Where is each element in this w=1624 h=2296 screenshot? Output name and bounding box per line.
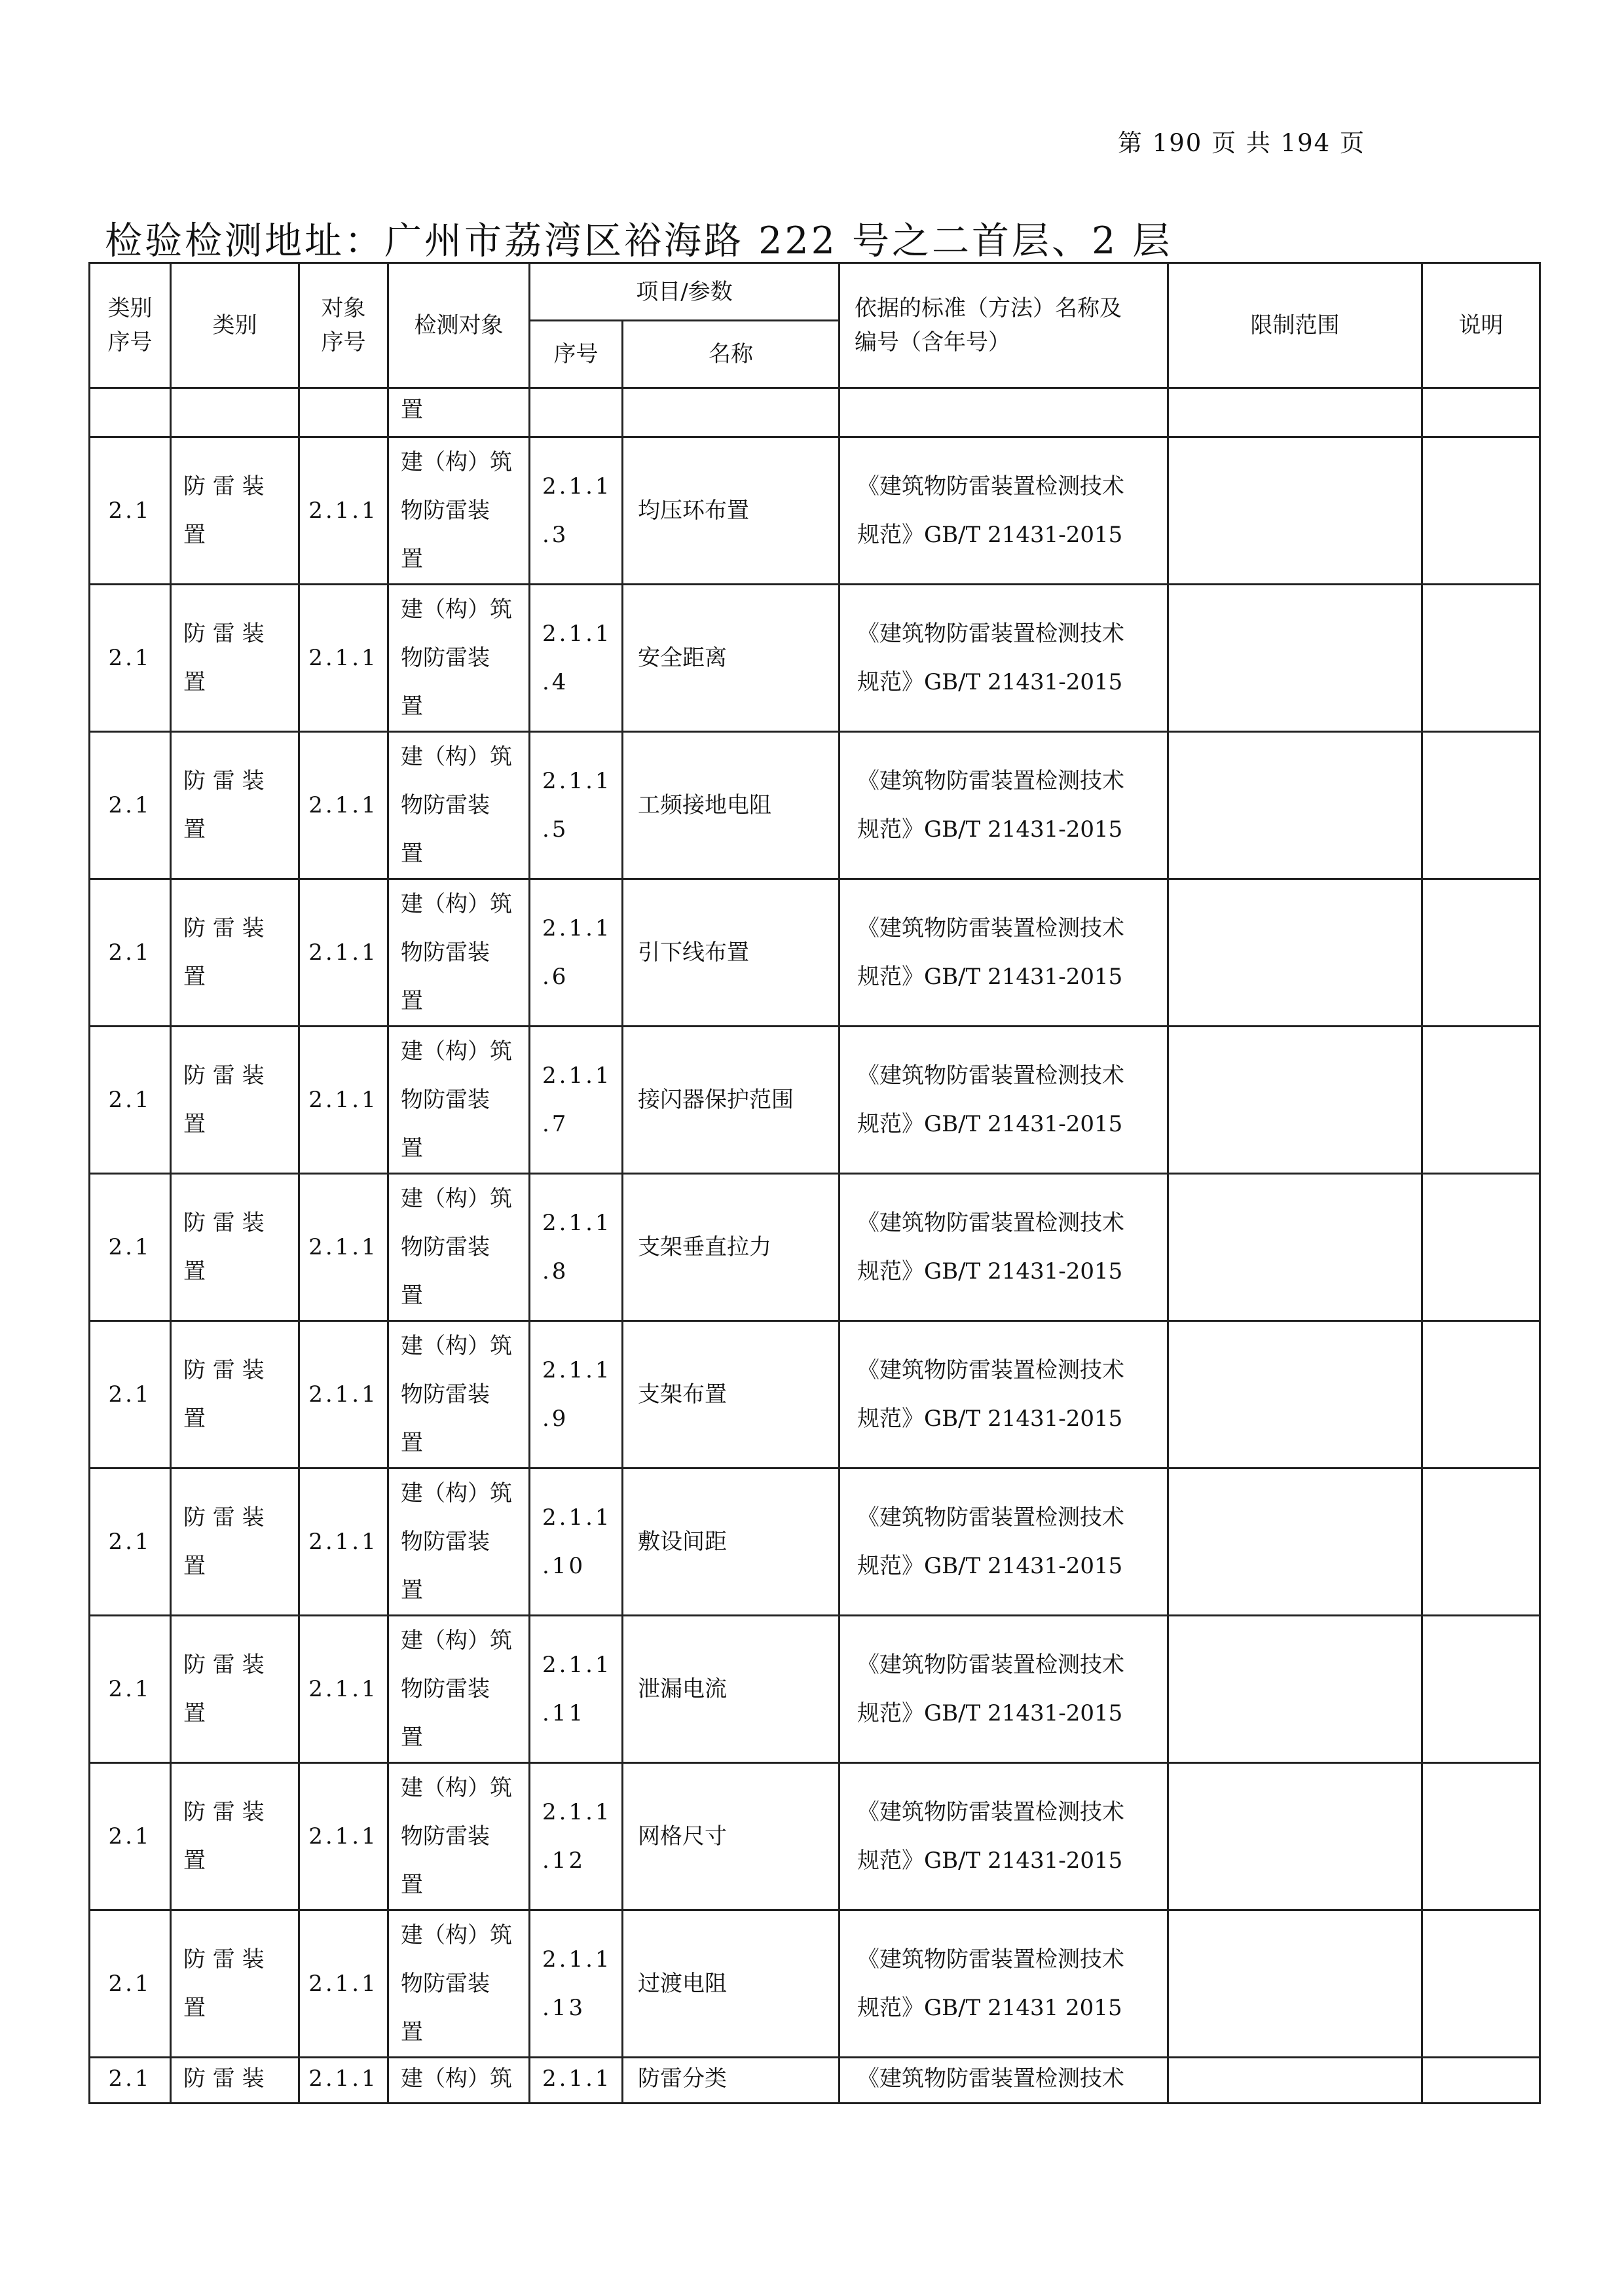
note-cell bbox=[1422, 437, 1540, 585]
category-line-1: 防 雷 装 bbox=[183, 1357, 265, 1383]
object-line-1: 建（构）筑 bbox=[401, 449, 512, 475]
category-line-1: 防 雷 装 bbox=[183, 473, 265, 500]
item-seq-line-1: 2.1.1 bbox=[542, 621, 612, 647]
category-line-2: 置 bbox=[183, 669, 206, 695]
object-line-1: 建（构）筑 bbox=[401, 1922, 512, 1948]
category-seq-cell: 2.1 bbox=[90, 2058, 171, 2104]
item-seq-line-2: .6 bbox=[542, 964, 569, 990]
table-row bbox=[90, 437, 1540, 585]
cell-empty bbox=[90, 388, 171, 437]
table-row bbox=[90, 1027, 1540, 1174]
object-line-1: 建（构）筑 bbox=[401, 744, 512, 770]
item-seq-line-1: 2.1.1 bbox=[542, 1946, 612, 1973]
header-category: 类别 bbox=[171, 263, 299, 388]
item-seq-line-1: 2.1.1 bbox=[530, 2058, 623, 2104]
limit-cell bbox=[1168, 2058, 1422, 2104]
standard-line-1: 《建筑物防雷装置检测技术 bbox=[857, 1357, 1124, 1383]
object-seq-cell: 2.1.1 bbox=[299, 1616, 388, 1763]
header-object-seq: 对象 序号 bbox=[299, 263, 388, 388]
note-cell bbox=[1422, 1763, 1540, 1910]
header-standard: 依据的标准（方法）名称及 编号（含年号） bbox=[840, 263, 1168, 388]
item-name-cell: 工频接地电阻 bbox=[623, 732, 840, 879]
category-seq-cell: 2.1 bbox=[90, 585, 171, 732]
table-row bbox=[90, 732, 1540, 879]
category-line-2: 置 bbox=[183, 1258, 206, 1285]
object-line-3: 置 bbox=[401, 693, 423, 720]
object-line-3: 置 bbox=[401, 1430, 423, 1456]
standard-line-1: 《建筑物防雷装置检测技术 bbox=[857, 915, 1124, 941]
cell-empty bbox=[299, 388, 388, 437]
header-item-seq: 序号 bbox=[530, 321, 623, 388]
category-line-1: 防 雷 装 bbox=[183, 621, 265, 647]
standard-line-2: 规范》GB/T 21431-2015 bbox=[857, 816, 1123, 843]
object-seq-cell: 2.1.1 bbox=[299, 1910, 388, 2058]
header-item-name: 名称 bbox=[623, 321, 840, 388]
limit-cell bbox=[1168, 1174, 1422, 1321]
item-seq-line-1: 2.1.1 bbox=[542, 1063, 612, 1089]
item-seq-line-1: 2.1.1 bbox=[542, 1652, 612, 1678]
object-seq-cell: 2.1.1 bbox=[299, 1468, 388, 1616]
testing-scope-table bbox=[88, 262, 1541, 2104]
category-line-1: 防 雷 装 bbox=[183, 1946, 265, 1973]
table-row-partial bbox=[90, 2058, 1540, 2104]
standard-line-1: 《建筑物防雷装置检测技术 bbox=[857, 1063, 1124, 1089]
item-seq-line-2: .9 bbox=[542, 1406, 569, 1432]
object-line-3: 置 bbox=[401, 1283, 423, 1309]
object-line-2: 物防雷装 bbox=[401, 1971, 490, 1997]
testing-address: 检验检测地址：广州市荔湾区裕海路 222 号之二首层、2 层 bbox=[105, 219, 1173, 263]
category-seq-cell: 2.1 bbox=[90, 437, 171, 585]
cell-empty bbox=[530, 388, 623, 437]
object-line-1: 建（构）筑 bbox=[401, 1333, 512, 1359]
object-line-1: 建（构）筑 bbox=[401, 891, 512, 917]
category-line-2: 置 bbox=[183, 522, 206, 548]
limit-cell bbox=[1168, 1616, 1422, 1763]
header-note: 说明 bbox=[1422, 263, 1540, 388]
limit-cell bbox=[1168, 1468, 1422, 1616]
limit-cell bbox=[1168, 437, 1422, 585]
object-line-2: 物防雷装 bbox=[401, 1676, 490, 1702]
cell-empty bbox=[171, 388, 299, 437]
item-name-cell: 安全距离 bbox=[623, 585, 840, 732]
table-row bbox=[90, 879, 1540, 1027]
header-category-seq: 类别 序号 bbox=[90, 263, 171, 388]
cell-empty bbox=[1168, 388, 1422, 437]
standard-line-1: 《建筑物防雷装置检测技术 bbox=[857, 1799, 1124, 1825]
category-line-2: 置 bbox=[183, 964, 206, 990]
object-line-3: 置 bbox=[401, 2019, 423, 2045]
item-name-cell: 支架垂直拉力 bbox=[623, 1174, 840, 1321]
table-row bbox=[90, 585, 1540, 732]
object-line-1: 建（构）筑 bbox=[401, 1480, 512, 1506]
category-seq-cell: 2.1 bbox=[90, 1910, 171, 2058]
item-name-cell: 过渡电阻 bbox=[623, 1910, 840, 2058]
category-line-2: 置 bbox=[183, 816, 206, 843]
item-seq-line-1: 2.1.1 bbox=[542, 1210, 612, 1236]
category-seq-cell: 2.1 bbox=[90, 1763, 171, 1910]
category-line-2: 置 bbox=[183, 1848, 206, 1874]
object-seq-cell: 2.1.1 bbox=[299, 1321, 388, 1468]
object-line-3: 置 bbox=[401, 841, 423, 867]
limit-cell bbox=[1168, 732, 1422, 879]
table-header-row bbox=[90, 263, 1540, 321]
cell-empty bbox=[1422, 388, 1540, 437]
standard-line-1: 《建筑物防雷装置检测技术 bbox=[857, 621, 1124, 647]
category-seq-cell: 2.1 bbox=[90, 1321, 171, 1468]
item-name-cell: 引下线布置 bbox=[623, 879, 840, 1027]
cell-empty bbox=[840, 388, 1168, 437]
item-seq-line-2: .12 bbox=[542, 1848, 586, 1874]
continued-row bbox=[90, 388, 1540, 437]
object-line-2: 物防雷装 bbox=[401, 1529, 490, 1555]
standard-line-2: 规范》GB/T 21431-2015 bbox=[857, 1258, 1123, 1285]
page-number: 第 190 页 共 194 页 bbox=[1117, 129, 1365, 157]
standard-line-2: 规范》GB/T 21431-2015 bbox=[857, 1553, 1123, 1579]
category-line-2: 置 bbox=[183, 1700, 206, 1726]
object-line-1: 建（构）筑 bbox=[401, 1186, 512, 1212]
standard-line-1: 《建筑物防雷装置检测技术 bbox=[857, 1210, 1124, 1236]
standard-line-1: 《建筑物防雷装置检测技术 bbox=[840, 2058, 1168, 2104]
item-seq-line-2: .8 bbox=[542, 1258, 569, 1285]
item-seq-line-2: .4 bbox=[542, 669, 569, 695]
standard-line-1: 《建筑物防雷装置检测技术 bbox=[857, 768, 1124, 794]
limit-cell bbox=[1168, 585, 1422, 732]
standard-line-1: 《建筑物防雷装置检测技术 bbox=[857, 473, 1124, 500]
item-seq-line-2: .11 bbox=[542, 1700, 586, 1726]
object-line-1: 建（构）筑 bbox=[388, 2058, 530, 2104]
object-line-2: 物防雷装 bbox=[401, 498, 490, 524]
category-seq-cell: 2.1 bbox=[90, 879, 171, 1027]
item-name-cell: 泄漏电流 bbox=[623, 1616, 840, 1763]
table-row bbox=[90, 1321, 1540, 1468]
note-cell bbox=[1422, 1174, 1540, 1321]
object-line-2: 物防雷装 bbox=[401, 792, 490, 818]
object-line-3: 置 bbox=[401, 1724, 423, 1751]
category-line-2: 置 bbox=[183, 1553, 206, 1579]
object-line-3: 置 bbox=[401, 1135, 423, 1161]
object-seq-cell: 2.1.1 bbox=[299, 732, 388, 879]
note-cell bbox=[1422, 1910, 1540, 2058]
note-cell bbox=[1422, 585, 1540, 732]
standard-line-1: 《建筑物防雷装置检测技术 bbox=[857, 1652, 1124, 1678]
limit-cell bbox=[1168, 1321, 1422, 1468]
category-line-2: 置 bbox=[183, 1111, 206, 1137]
item-name-cell: 接闪器保护范围 bbox=[623, 1027, 840, 1174]
item-name-cell: 防雷分类 bbox=[623, 2058, 840, 2104]
object-line-1: 建（构）筑 bbox=[401, 1775, 512, 1801]
table-row bbox=[90, 1763, 1540, 1910]
standard-line-1: 《建筑物防雷装置检测技术 bbox=[857, 1946, 1124, 1973]
category-seq-cell: 2.1 bbox=[90, 1616, 171, 1763]
object-line-3: 置 bbox=[401, 546, 423, 572]
limit-cell bbox=[1168, 1027, 1422, 1174]
standard-line-2: 规范》GB/T 21431-2015 bbox=[857, 1700, 1123, 1726]
note-cell bbox=[1422, 879, 1540, 1027]
note-cell bbox=[1422, 1616, 1540, 1763]
category-line-1: 防 雷 装 bbox=[171, 2058, 299, 2104]
object-line-3: 置 bbox=[401, 988, 423, 1014]
object-line-3: 置 bbox=[401, 1872, 423, 1898]
standard-line-1: 《建筑物防雷装置检测技术 bbox=[857, 1504, 1124, 1531]
cell-empty bbox=[623, 388, 840, 437]
category-line-1: 防 雷 装 bbox=[183, 1799, 265, 1825]
standard-line-2: 规范》GB/T 21431-2015 bbox=[857, 669, 1123, 695]
object-seq-cell: 2.1.1 bbox=[299, 879, 388, 1027]
standard-line-2: 规范》GB/T 21431-2015 bbox=[857, 522, 1123, 548]
category-line-1: 防 雷 装 bbox=[183, 768, 265, 794]
category-line-1: 防 雷 装 bbox=[183, 1504, 265, 1531]
object-seq-cell: 2.1.1 bbox=[299, 1174, 388, 1321]
item-name-cell: 支架布置 bbox=[623, 1321, 840, 1468]
note-cell bbox=[1422, 2058, 1540, 2104]
category-seq-cell: 2.1 bbox=[90, 732, 171, 879]
object-seq-cell: 2.1.1 bbox=[299, 437, 388, 585]
item-seq-line-2: .5 bbox=[542, 816, 569, 843]
continued-object-cell: 置 bbox=[388, 388, 530, 437]
category-seq-cell: 2.1 bbox=[90, 1468, 171, 1616]
item-seq-line-1: 2.1.1 bbox=[542, 1357, 612, 1383]
category-line-1: 防 雷 装 bbox=[183, 1210, 265, 1236]
object-line-2: 物防雷装 bbox=[401, 1381, 490, 1408]
item-name-cell: 敷设间距 bbox=[623, 1468, 840, 1616]
note-cell bbox=[1422, 1321, 1540, 1468]
standard-line-2: 规范》GB/T 21431-2015 bbox=[857, 1848, 1123, 1874]
object-seq-cell: 2.1.1 bbox=[299, 2058, 388, 2104]
header-limit: 限制范围 bbox=[1168, 263, 1422, 388]
object-line-3: 置 bbox=[401, 1577, 423, 1603]
category-line-1: 防 雷 装 bbox=[183, 915, 265, 941]
object-line-1: 建（构）筑 bbox=[401, 596, 512, 623]
object-line-2: 物防雷装 bbox=[401, 1087, 490, 1113]
category-line-2: 置 bbox=[183, 1406, 206, 1432]
item-name-cell: 均压环布置 bbox=[623, 437, 840, 585]
item-seq-line-1: 2.1.1 bbox=[542, 768, 612, 794]
table-row bbox=[90, 1616, 1540, 1763]
object-line-2: 物防雷装 bbox=[401, 939, 490, 966]
standard-line-2: 规范》GB/T 21431-2015 bbox=[857, 964, 1123, 990]
item-name-cell: 网格尺寸 bbox=[623, 1763, 840, 1910]
item-seq-line-1: 2.1.1 bbox=[542, 1799, 612, 1825]
limit-cell bbox=[1168, 1763, 1422, 1910]
standard-line-2: 规范》GB/T 21431 2015 bbox=[857, 1995, 1122, 2021]
category-seq-cell: 2.1 bbox=[90, 1027, 171, 1174]
item-seq-line-2: .13 bbox=[542, 1995, 586, 2021]
table-row bbox=[90, 1468, 1540, 1616]
limit-cell bbox=[1168, 1910, 1422, 2058]
object-line-2: 物防雷装 bbox=[401, 1823, 490, 1850]
table-row bbox=[90, 1174, 1540, 1321]
item-seq-line-2: .7 bbox=[542, 1111, 569, 1137]
object-seq-cell: 2.1.1 bbox=[299, 585, 388, 732]
category-line-1: 防 雷 装 bbox=[183, 1652, 265, 1678]
category-line-2: 置 bbox=[183, 1995, 206, 2021]
limit-cell bbox=[1168, 879, 1422, 1027]
header-object: 检测对象 bbox=[388, 263, 530, 388]
note-cell bbox=[1422, 732, 1540, 879]
object-line-2: 物防雷装 bbox=[401, 1234, 490, 1260]
object-seq-cell: 2.1.1 bbox=[299, 1027, 388, 1174]
item-seq-line-1: 2.1.1 bbox=[542, 915, 612, 941]
category-line-1: 防 雷 装 bbox=[183, 1063, 265, 1089]
object-line-1: 建（构）筑 bbox=[401, 1038, 512, 1065]
item-seq-line-1: 2.1.1 bbox=[542, 1504, 612, 1531]
standard-line-2: 规范》GB/T 21431-2015 bbox=[857, 1406, 1123, 1432]
note-cell bbox=[1422, 1027, 1540, 1174]
object-line-2: 物防雷装 bbox=[401, 645, 490, 671]
object-seq-cell: 2.1.1 bbox=[299, 1763, 388, 1910]
item-seq-line-2: .10 bbox=[542, 1553, 586, 1579]
category-seq-cell: 2.1 bbox=[90, 1174, 171, 1321]
note-cell bbox=[1422, 1468, 1540, 1616]
item-seq-line-2: .3 bbox=[542, 522, 569, 548]
item-seq-line-1: 2.1.1 bbox=[542, 473, 612, 500]
header-item-param: 项目/参数 bbox=[530, 263, 840, 321]
table-row bbox=[90, 1910, 1540, 2058]
object-line-1: 建（构）筑 bbox=[401, 1628, 512, 1654]
standard-line-2: 规范》GB/T 21431-2015 bbox=[857, 1111, 1123, 1137]
